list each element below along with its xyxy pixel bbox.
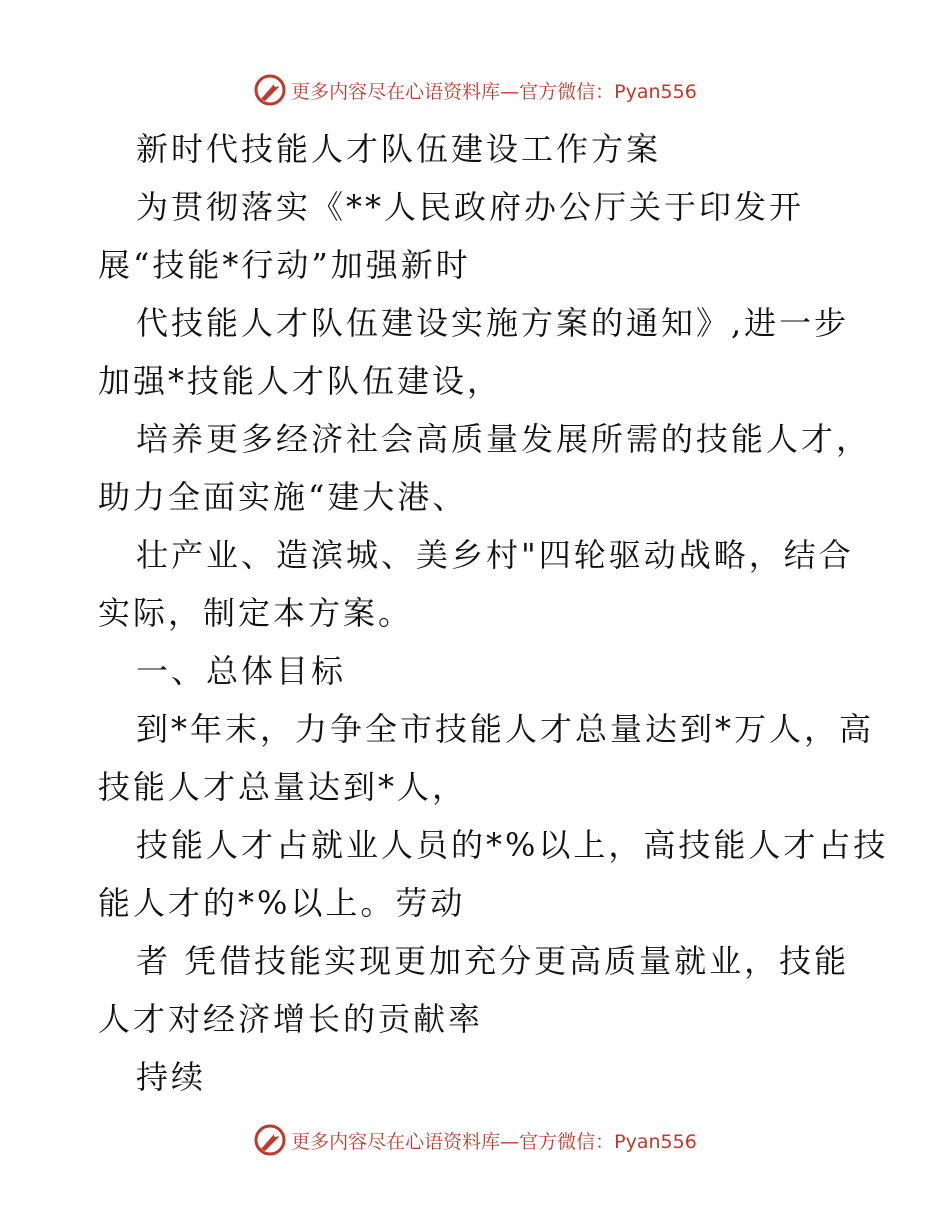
- paragraph-line: 技能人才占就业人员的*%以上，高技能人才占技: [136, 826, 889, 864]
- pen-logo-icon: [253, 1123, 287, 1157]
- footer-banner-text: 更多内容尽在心语资料库—官方微信：Pyan556: [291, 1130, 697, 1153]
- paragraph-line: 助力全面实施“建大港、: [98, 478, 468, 516]
- paragraph-line: 人才对经济增长的贡献率: [98, 1000, 484, 1038]
- paragraph-line: 为贯彻落实《**人民政府办公厅关于印发开: [136, 188, 805, 226]
- paragraph-line: 能人才的*%以上。劳动: [98, 884, 466, 922]
- paragraph-line: 壮产业、造滨城、美乡村"四轮驱动战略，结合: [136, 536, 854, 574]
- footer-banner: [0, 1120, 950, 1160]
- paragraph-line: 持续: [136, 1058, 207, 1096]
- section-heading: 一、总体目标: [136, 652, 347, 690]
- paragraph-line: 到*年末，力争全市技能人才总量达到*万人，高: [136, 710, 875, 748]
- paragraph-line: 代技能人才队伍建设实施方案的通知》,进一步: [136, 304, 850, 342]
- doc-title: 新时代技能人才队伍建设工作方案: [136, 130, 662, 168]
- paragraph-line: 技能人才总量达到*人，: [98, 768, 468, 806]
- pen-logo-icon: [253, 73, 287, 107]
- paragraph-line: 者 凭借技能实现更加充分更高质量就业，技能: [136, 942, 850, 980]
- paragraph-line: 加强*技能人才队伍建设，: [98, 362, 503, 400]
- paragraph-line: 展“技能*行动”加强新时: [98, 246, 471, 284]
- header-banner-text: 更多内容尽在心语资料库—官方微信：Pyan556: [291, 80, 697, 103]
- paragraph-line: 培养更多经济社会高质量发展所需的技能人才，: [136, 420, 872, 458]
- paragraph-line: 实际，制定本方案。: [98, 594, 414, 632]
- header-banner: [0, 70, 950, 110]
- document-body: [0, 120, 950, 1110]
